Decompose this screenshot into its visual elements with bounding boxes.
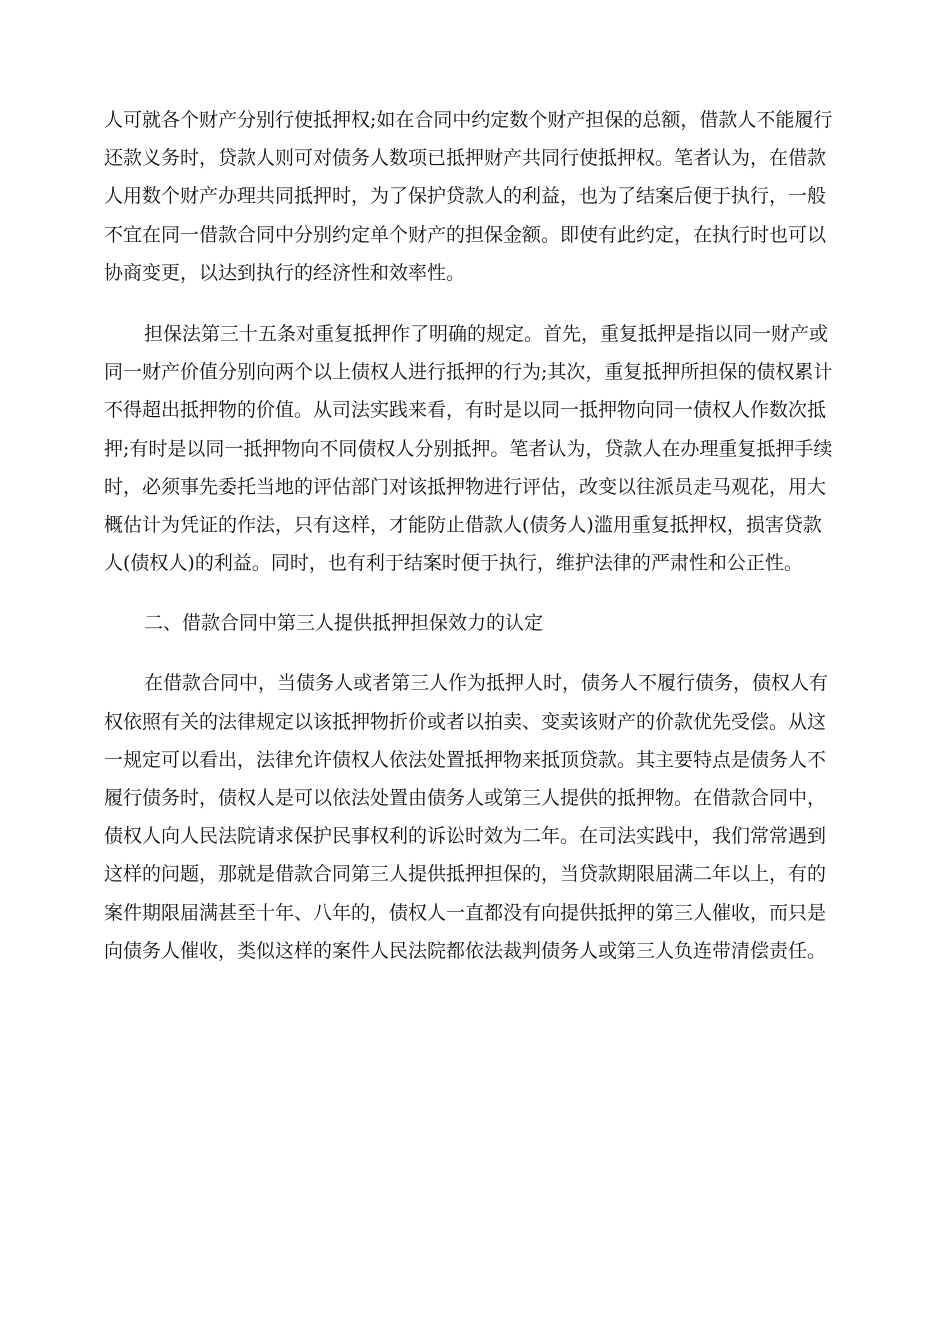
document-body — [104, 101, 846, 970]
text-line: 一规定可以看出，法律允许债权人依法处置抵押物来抵顶贷款。其主要特点是债务人不 — [104, 748, 827, 771]
text-line: 这样的问题，那就是借款合同第三人提供抵押担保的，当贷款期限届满二年以上，有的 — [104, 863, 827, 886]
text-line: 押;有时是以同一抵押物向不同债权人分别抵押。笔者认为，贷款人在办理重复抵押手续 — [104, 437, 833, 460]
paragraph-spacer — [104, 582, 846, 604]
paragraph — [104, 664, 846, 970]
paragraph — [104, 315, 846, 582]
text-line: 不宜在同一借款合同中分别约定单个财产的担保金额。即使有此约定，在执行时也可以 — [104, 223, 827, 246]
text-line: 权依照有关的法律规定以该抵押物折价或者以拍卖、变卖该财产的价款优先受偿。从这 — [104, 710, 827, 733]
text-line: 人可就各个财产分别行使抵押权;如在合同中约定数个财产担保的总额，借款人不能履行 — [104, 109, 833, 131]
text-line: 在借款合同中，当债务人或者第三人作为抵押人时，债务人不履行债务，债权人有 — [144, 672, 829, 695]
section-heading: 二、借款合同中第三人提供抵押担保效力的认定 — [144, 612, 544, 635]
text-line: 人用数个财产办理共同抵押时，为了保护贷款人的利益，也为了结案后便于执行，一般 — [104, 185, 827, 208]
text-line: 时，必须事先委托当地的评估部门对该抵押物进行评估，改变以往派员走马观花，用大 — [104, 475, 827, 498]
text-line: 债权人向人民法院请求保护民事权利的诉讼时效为二年。在司法实践中，我们常常遇到 — [104, 825, 827, 848]
text-line: 不得超出抵押物的价值。从司法实践来看，有时是以同一抵押物向同一债权人作数次抵 — [104, 399, 827, 422]
text-line: 人(债权人)的利益。同时，也有利于结案时便于执行，维护法律的严肃性和公正性。 — [104, 552, 803, 575]
paragraph-spacer — [104, 292, 846, 315]
text-line: 担保法第三十五条对重复抵押作了明确的规定。首先，重复抵押是指以同一财产或 — [144, 322, 829, 345]
paragraph — [104, 101, 846, 292]
paragraph-spacer — [104, 642, 846, 664]
text-line: 履行债务时，债权人是可以依法处置由债务人或第三人提供的抵押物。在借款合同中， — [104, 787, 827, 809]
text-line: 协商变更，以达到执行的经济性和效率性。 — [104, 261, 466, 284]
text-line: 还款义务时，贷款人则可对债务人数项已抵押财产共同行使抵押权。笔者认为，在借款 — [104, 147, 827, 170]
text-line: 概估计为凭证的作法，只有这样，才能防止借款人(债务人)滥用重复抵押权，损害贷款 — [104, 513, 822, 536]
text-line: 案件期限届满甚至十年、八年的，债权人一直都没有向提供抵押的第三人催收，而只是 — [104, 901, 827, 924]
text-line: 同一财产价值分别向两个以上债权人进行抵押的行为;其次，重复抵押所担保的债权累计 — [104, 361, 833, 384]
text-line: 向债务人催收，类似这样的案件人民法院都依法裁判债务人或第三人负连带清偿责任。 — [104, 939, 827, 962]
